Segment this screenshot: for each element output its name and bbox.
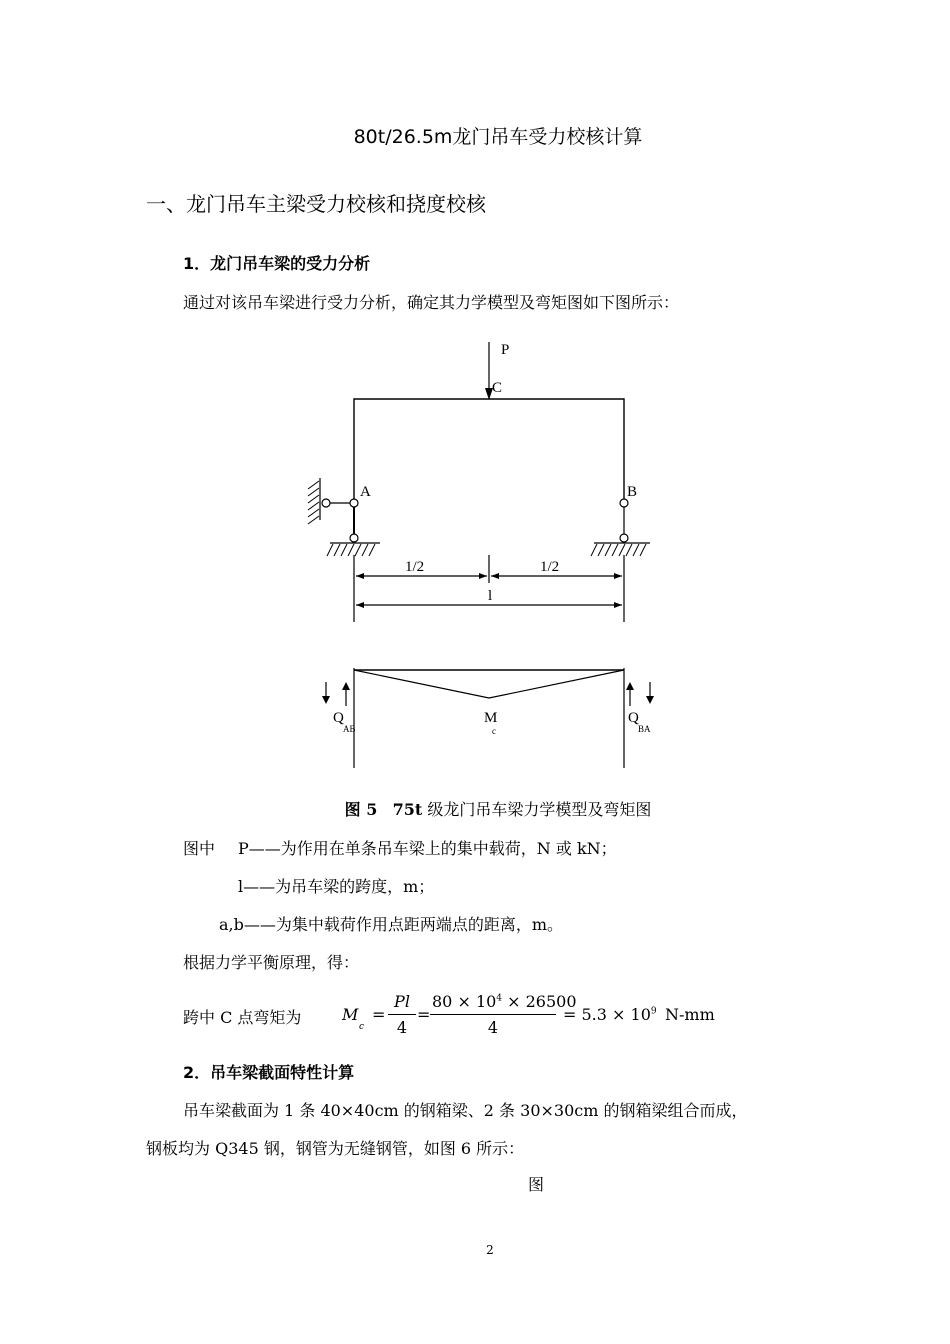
fraction-bar-2	[430, 1014, 556, 1015]
formula-exp9: 9	[650, 1006, 657, 1017]
formula-num-a: 80 × 10	[432, 992, 497, 1011]
label-Q-left: Q	[333, 710, 344, 726]
fraction-bar-1	[388, 1014, 416, 1015]
page-number: 2	[486, 1243, 494, 1257]
formula-exp4: 4	[496, 993, 503, 1004]
subsection-heading-2: 2．吊车梁截面特性计算	[183, 1063, 355, 1082]
legend-P: P——为作用在单条吊车梁上的集中载荷，N 或 kN；	[238, 839, 617, 858]
label-C: C	[492, 380, 503, 396]
page-title: 80t/26.5m龙门吊车受力校核计算	[353, 126, 643, 148]
label-half-left: 1/2	[405, 559, 425, 575]
figure-placeholder: 图	[528, 1175, 545, 1194]
formula-den1: 4	[396, 1018, 408, 1037]
formula-unit: N-mm	[665, 1005, 715, 1024]
formula-num	[432, 992, 577, 1011]
intro-paragraph: 通过对该吊车梁进行受力分析，确定其力学模型及弯矩图如下图所示：	[183, 293, 680, 312]
caption-number: 图 5	[344, 800, 378, 819]
formula-eq1: =	[372, 1005, 386, 1024]
formula-M: M	[342, 1005, 359, 1024]
label-c-sub: c	[492, 726, 496, 736]
equilibrium-text: 根据力学平衡原理，得：	[183, 953, 360, 972]
formula-result	[563, 1005, 657, 1024]
section-paragraph-line1: 吊车梁截面为 1 条 40×40cm 的钢箱梁、2 条 30×30cm 的钢箱梁组合而成，	[183, 1101, 748, 1120]
legend-l: l——为吊车梁的跨度，m；	[238, 877, 435, 896]
label-AB: AB	[343, 724, 356, 734]
label-BA: BA	[638, 724, 651, 734]
formula-M-sub: c	[359, 1022, 365, 1032]
label-A: A	[360, 484, 371, 500]
section-paragraph-line2: 钢板均为 Q345 钢，钢管为无缝钢管，如图 6 所示：	[146, 1139, 525, 1158]
label-M: M	[484, 710, 498, 726]
caption-text: 级龙门吊车梁力学模型及弯矩图	[422, 800, 652, 819]
subsection-heading-1: 1．龙门吊车梁的受力分析	[183, 254, 371, 273]
formula-Pl: Pl	[394, 992, 410, 1011]
label-B: B	[627, 484, 638, 500]
legend-prefix: 图中	[183, 839, 216, 858]
label-Q-right: Q	[628, 710, 639, 726]
formula-num-b: × 26500	[502, 992, 577, 1011]
section-heading: 一、龙门吊车主梁受力校核和挠度校核	[146, 192, 486, 216]
formula-result-value: = 5.3 × 10	[563, 1005, 651, 1024]
formula-label: 跨中 C 点弯矩为	[183, 1008, 302, 1027]
caption-bold: 75t	[392, 800, 423, 819]
legend-ab: a,b——为集中载荷作用点距两端点的距离，m。	[219, 915, 564, 934]
formula-eq2: =	[417, 1005, 431, 1024]
label-half-right: 1/2	[540, 559, 560, 575]
label-span: l	[488, 588, 493, 604]
label-P: P	[501, 342, 510, 358]
figure-caption	[0, 797, 950, 820]
formula-den2: 4	[487, 1018, 499, 1037]
